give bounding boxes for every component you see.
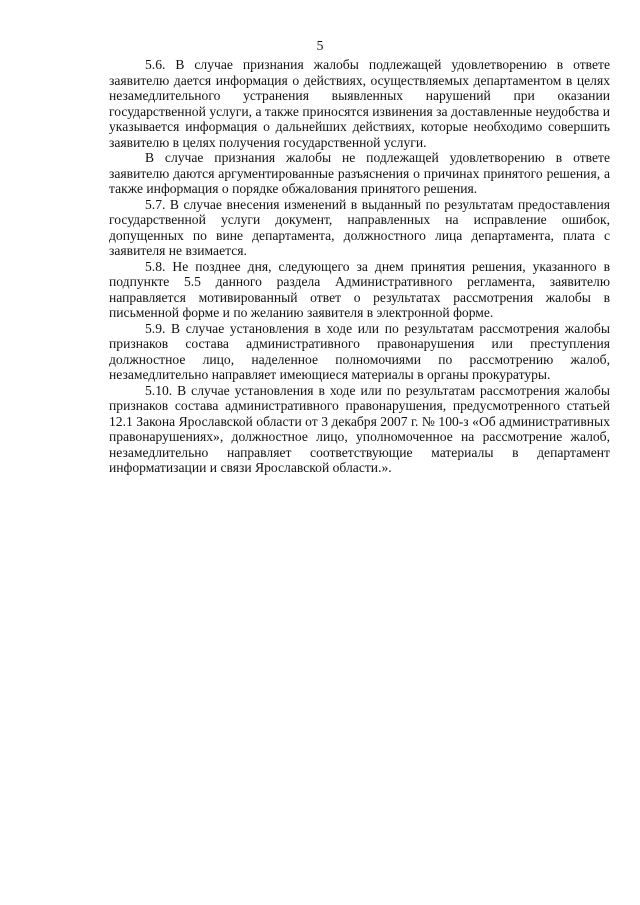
paragraph-5-9: 5.9. В случае установления в ходе или по результатам рассмотрения жалобы признаков состава административного правонарушения или преступления должностное лицо, наделенное полномочиями по рассмотрению жалоб, незамедлительно направляет имеющиеся материалы в органы прокуратуры. <box>109 320 610 382</box>
paragraph-5-10: 5.10. В случае установления в ходе или по результатам рассмотрения жалобы признаков состава административного правонарушения, предусмотренного статьей 12.1 Закона Ярославской области от 3 декабря 2007 г. № 100-з «Об административных правонарушениях», должностное лицо, уполномоченное на рассмотрение жалоб, незамедлительно направляет соответствующие материалы в департамент информатизации и связи Ярославской области.». <box>109 382 610 475</box>
page-number: 5 <box>316 38 324 53</box>
paragraph-5-7: 5.7. В случае внесения изменений в выданный по результатам предоставления государственной услуги документ, направленных на исправление ошибок, допущенных по вине департамента, должностного лица департамента, плата с заявителя не взимается. <box>109 196 610 258</box>
paragraph-5-8: 5.8. Не позднее дня, следующего за днем принятия решения, указанного в подпункте 5.5 данного раздела Административного регламента, заявителю направляется мотивированный ответ о результатах рассмотрения жалобы в письменной форме и по желанию заявителя в электронной форме. <box>109 258 610 320</box>
document-body <box>109 57 610 476</box>
paragraph-5-6: 5.6. В случае признания жалобы подлежащей удовлетворению в ответе заявителю дается информация о действиях, осуществляемых департаментом в целях незамедлительного устранения выявленных нарушений при оказании государственной услуги, а также приносятся извинения за доставленные неудобства и указывается информация о дальнейших действиях, которые необходимо совершить заявителю в целях получения государственной услуги. <box>109 57 610 150</box>
paragraph-5-6-refusal: В случае признания жалобы не подлежащей удовлетворению в ответе заявителю даются аргументированные разъяснения о причинах принятого решения, а также информация о порядке обжалования принятого решения. <box>109 150 610 196</box>
